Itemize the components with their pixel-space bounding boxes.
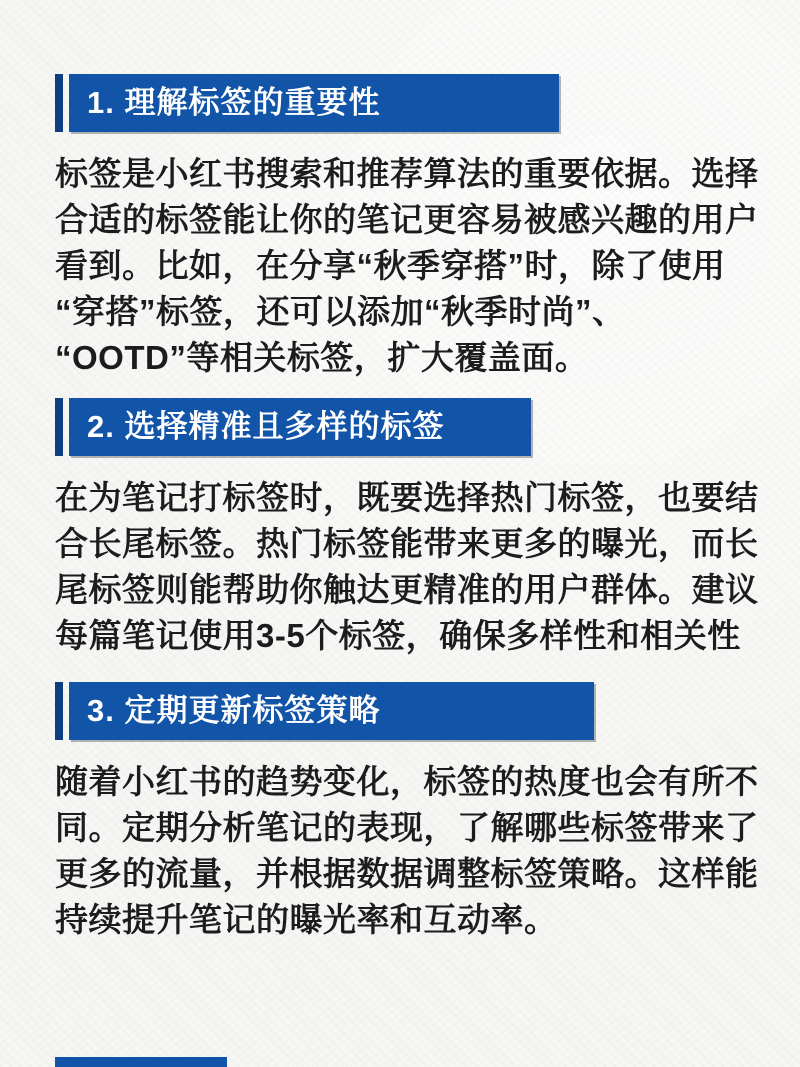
body-line: “穿搭”标签，还可以添加“秋季时尚”、 — [55, 293, 626, 330]
body-line: 在为笔记打标签时，既要选择热门标签，也要结 — [55, 479, 759, 516]
body-line: “OOTD”等相关标签，扩大覆盖面。 — [55, 339, 589, 376]
section-1-body — [55, 151, 759, 381]
heading-accent-bar — [55, 682, 63, 740]
body-line: 持续提升笔记的曝光率和互动率。 — [55, 901, 558, 938]
section-3-body — [55, 759, 759, 943]
next-section-heading-partial — [55, 1057, 227, 1067]
section-3 — [55, 682, 759, 943]
section-1-heading: 1. 理解标签的重要性 — [69, 74, 559, 132]
heading-accent-bar — [55, 74, 63, 132]
section-3-heading: 3. 定期更新标签策略 — [69, 682, 594, 740]
body-line: 更多的流量，并根据数据调整标签策略。这样能 — [55, 855, 759, 892]
section-1-heading-row — [55, 74, 745, 132]
section-2-heading: 2. 选择精准且多样的标签 — [69, 398, 531, 456]
heading-accent-bar — [55, 398, 63, 456]
body-line: 随着小红书的趋势变化，标签的热度也会有所不 — [55, 763, 759, 800]
section-2-heading-row — [55, 398, 745, 456]
section-3-heading-row — [55, 682, 745, 740]
body-line: 每篇笔记使用3-5个标签，确保多样性和相关性 — [55, 617, 741, 654]
body-line: 尾标签则能帮助你触达更精准的用户群体。建议 — [55, 571, 759, 608]
body-line: 看到。比如，在分享“秋季穿搭”时，除了使用 — [55, 247, 726, 284]
body-line: 合适的标签能让你的笔记更容易被感兴趣的用户 — [55, 201, 759, 238]
body-line: 标签是小红书搜索和推荐算法的重要依据。选择 — [55, 155, 759, 192]
section-2-body — [55, 475, 759, 659]
section-1 — [55, 74, 759, 381]
body-line: 合长尾标签。热门标签能带来更多的曝光，而长 — [55, 525, 759, 562]
section-2 — [55, 398, 759, 659]
body-line: 同。定期分析笔记的表现，了解哪些标签带来了 — [55, 809, 759, 846]
